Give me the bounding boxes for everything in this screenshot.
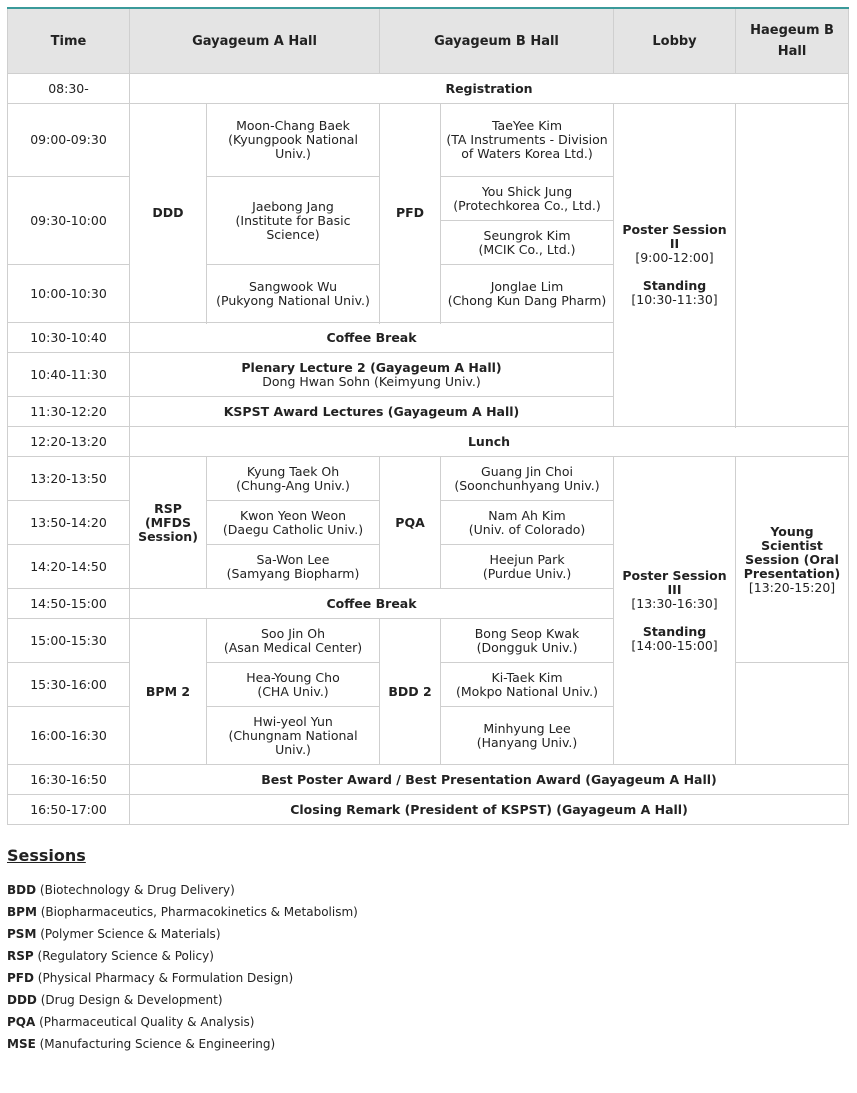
session-pfd: PFD [380, 104, 441, 323]
speaker-affiliation: (Purdue Univ.) [482, 565, 572, 581]
poster-time: [9:00-12:00] [635, 250, 714, 265]
legend-code: BDD [7, 883, 37, 897]
time-cell: 16:50-17:00 [8, 795, 130, 825]
time-cell: 10:00-10:30 [8, 265, 130, 323]
speaker-name: Heejun Park [489, 551, 565, 567]
speaker-name: Sangwook Wu [248, 278, 338, 294]
time-cell: 13:50-14:20 [8, 501, 130, 545]
poster-title: Poster Session II [622, 222, 727, 251]
talk-cell [441, 707, 614, 765]
speaker-name: Jonglae Lim [490, 278, 564, 294]
talk-cell [207, 177, 380, 265]
legend-item [7, 879, 358, 901]
plenary-title: Plenary Lecture 2 (Gayageum A Hall) [241, 359, 502, 375]
speaker-affiliation: (Pukyong National Univ.) [216, 292, 370, 308]
speaker-affiliation: (TA Instruments - Division of Waters Korea Ltd.) [446, 132, 608, 161]
table-row [8, 765, 849, 795]
talk-cell [207, 663, 380, 707]
talk-cell [441, 501, 614, 545]
talk-cell [207, 707, 380, 765]
talk-cell [441, 663, 614, 707]
legend-desc: (Biopharmaceutics, Pharmacokinetics & Metabolism) [40, 905, 358, 919]
table-row [8, 427, 849, 457]
talk-cell [207, 457, 380, 501]
speaker-affiliation: (Samyang Biopharm) [226, 565, 360, 581]
speaker-affiliation: (Asan Medical Center) [223, 639, 363, 655]
time-cell: 15:00-15:30 [8, 619, 130, 663]
legend-code: RSP [7, 949, 34, 963]
legend-desc: (Biotechnology & Drug Delivery) [39, 883, 235, 897]
legend-desc: (Regulatory Science & Policy) [37, 949, 214, 963]
speaker-name: Ki-Taek Kim [491, 669, 563, 685]
poster-title: Poster Session III [622, 567, 727, 597]
speaker-affiliation: (Mokpo National Univ.) [456, 683, 599, 699]
talk-cell [207, 501, 380, 545]
legend-desc: (Manufacturing Science & Engineering) [39, 1037, 276, 1051]
legend-item [7, 1033, 358, 1055]
session-pqa: PQA [380, 457, 441, 589]
talk-cell [441, 221, 614, 265]
time-cell: 16:30-16:50 [8, 765, 130, 795]
session-bpm2: BPM 2 [130, 619, 207, 765]
speaker-name: You Shick Jung [481, 183, 573, 199]
young-scientist-title: Young Scientist Session (Oral Presentation) [743, 523, 841, 581]
time-cell: 12:20-13:20 [8, 427, 130, 457]
lunch-cell: Lunch [130, 427, 849, 457]
talk-cell [441, 619, 614, 663]
table-row [8, 795, 849, 825]
legend-title: Sessions [7, 846, 86, 865]
talk-cell [441, 265, 614, 323]
talk-cell [441, 177, 614, 221]
speaker-name: Hea-Young Cho [246, 669, 340, 685]
legend-desc: (Polymer Science & Materials) [40, 927, 221, 941]
legend-code: BPM [7, 905, 37, 919]
best-poster-award-cell: Best Poster Award / Best Presentation Award (Gayageum A Hall) [130, 765, 849, 795]
speaker-name: Bong Seop Kwak [474, 625, 580, 641]
standing-time: [10:30-11:30] [631, 292, 718, 307]
legend-code: MSE [7, 1037, 36, 1051]
speaker-name: Kwon Yeon Weon [239, 507, 347, 523]
time-cell: 10:40-11:30 [8, 353, 130, 397]
legend-item [7, 1011, 358, 1033]
speaker-name: Hwi-yeol Yun [253, 713, 333, 729]
speaker-name: Jaebong Jang [252, 198, 334, 214]
speaker-name: Sa-Won Lee [256, 551, 330, 567]
legend-code: PQA [7, 1015, 36, 1029]
plenary-cell [130, 353, 614, 397]
table-row [8, 74, 849, 104]
legend-desc: (Physical Pharmacy & Formulation Design) [37, 971, 294, 985]
time-cell: 09:00-09:30 [8, 104, 130, 177]
time-cell: 14:20-14:50 [8, 545, 130, 589]
legend-code: PFD [7, 971, 34, 985]
speaker-affiliation: (Chungnam National Univ.) [228, 727, 358, 757]
schedule-table [7, 7, 849, 825]
speaker-affiliation: (Dongguk Univ.) [476, 639, 578, 655]
lobby-poster-session-2 [614, 104, 736, 427]
award-lectures-cell: KSPST Award Lectures (Gayageum A Hall) [130, 397, 614, 427]
time-cell: 08:30- [8, 74, 130, 104]
session-rsp: RSP (MFDS Session) [130, 457, 207, 589]
legend-item [7, 901, 358, 923]
header-haegeum-b: Haegeum B Hall [736, 8, 849, 74]
speaker-name: Nam Ah Kim [488, 507, 566, 523]
time-cell: 11:30-12:20 [8, 397, 130, 427]
talk-cell [441, 457, 614, 501]
header-hall-b: Gayageum B Hall [380, 8, 614, 74]
speaker-name: Kyung Taek Oh [246, 463, 340, 479]
speaker-name: TaeYee Kim [491, 118, 563, 133]
time-cell: 15:30-16:00 [8, 663, 130, 707]
legend-item [7, 967, 358, 989]
talk-cell [207, 619, 380, 663]
speaker-affiliation: (Protechkorea Co., Ltd.) [453, 197, 601, 213]
speaker-affiliation: (Chung-Ang Univ.) [236, 477, 350, 493]
closing-remark-cell: Closing Remark (President of KSPST) (Gayageum A Hall) [130, 795, 849, 825]
table-row [8, 104, 849, 177]
coffee-break-cell: Coffee Break [130, 589, 614, 619]
time-cell: 09:30-10:00 [8, 177, 130, 265]
speaker-affiliation: (Soonchunhyang Univ.) [454, 477, 600, 493]
table-row [8, 457, 849, 501]
poster-time: [13:30-16:30] [631, 595, 718, 611]
young-scientist-session [736, 457, 849, 663]
haegeum-empty-cell [736, 104, 849, 427]
legend-code: PSM [7, 927, 37, 941]
legend-desc: (Drug Design & Development) [40, 993, 223, 1007]
lobby-poster-session-3 [614, 457, 736, 765]
speaker-name: Minhyung Lee [483, 720, 571, 736]
speaker-name: Guang Jin Choi [481, 463, 573, 479]
header-row [8, 8, 849, 74]
talk-cell [207, 104, 380, 177]
speaker-affiliation: (Hanyang Univ.) [476, 734, 578, 750]
speaker-affiliation: (Daegu Catholic Univ.) [222, 521, 364, 537]
header-hall-a: Gayageum A Hall [130, 8, 380, 74]
header-lobby: Lobby [614, 8, 736, 74]
time-cell: 14:50-15:00 [8, 589, 130, 619]
speaker-affiliation: (Chong Kun Dang Pharm) [447, 292, 607, 308]
speaker-name: Moon-Chang Baek [236, 118, 350, 133]
speaker-affiliation: (Univ. of Colorado) [468, 521, 586, 537]
talk-cell [207, 265, 380, 323]
standing-time: [14:00-15:00] [631, 637, 718, 653]
session-bdd2: BDD 2 [380, 619, 441, 765]
sessions-legend [7, 846, 358, 1055]
legend-item [7, 989, 358, 1011]
header-time: Time [8, 8, 130, 74]
registration-cell: Registration [130, 74, 849, 104]
coffee-break-cell: Coffee Break [130, 323, 614, 353]
legend-item [7, 945, 358, 967]
speaker-affiliation: (Kyungpook National Univ.) [228, 132, 358, 161]
legend-code: DDD [7, 993, 37, 1007]
speaker-name: Seungrok Kim [483, 227, 571, 243]
time-cell: 16:00-16:30 [8, 707, 130, 765]
time-cell: 13:20-13:50 [8, 457, 130, 501]
session-ddd: DDD [130, 104, 207, 323]
talk-cell [207, 545, 380, 589]
speaker-affiliation: (Institute for Basic Science) [235, 212, 351, 242]
speaker-affiliation: (CHA Univ.) [257, 683, 329, 699]
speaker-affiliation: (MCIK Co., Ltd.) [478, 241, 576, 257]
standing-label: Standing [642, 623, 707, 639]
talk-cell [441, 545, 614, 589]
plenary-speaker: Dong Hwan Sohn (Keimyung Univ.) [262, 373, 481, 389]
time-cell: 10:30-10:40 [8, 323, 130, 353]
legend-desc: (Pharmaceutical Quality & Analysis) [39, 1015, 255, 1029]
standing-label: Standing [642, 278, 707, 293]
legend-item [7, 923, 358, 945]
speaker-name: Soo Jin Oh [260, 625, 326, 641]
young-scientist-time: [13:20-15:20] [748, 579, 836, 595]
talk-cell [441, 104, 614, 177]
haegeum-empty-cell [736, 663, 849, 765]
